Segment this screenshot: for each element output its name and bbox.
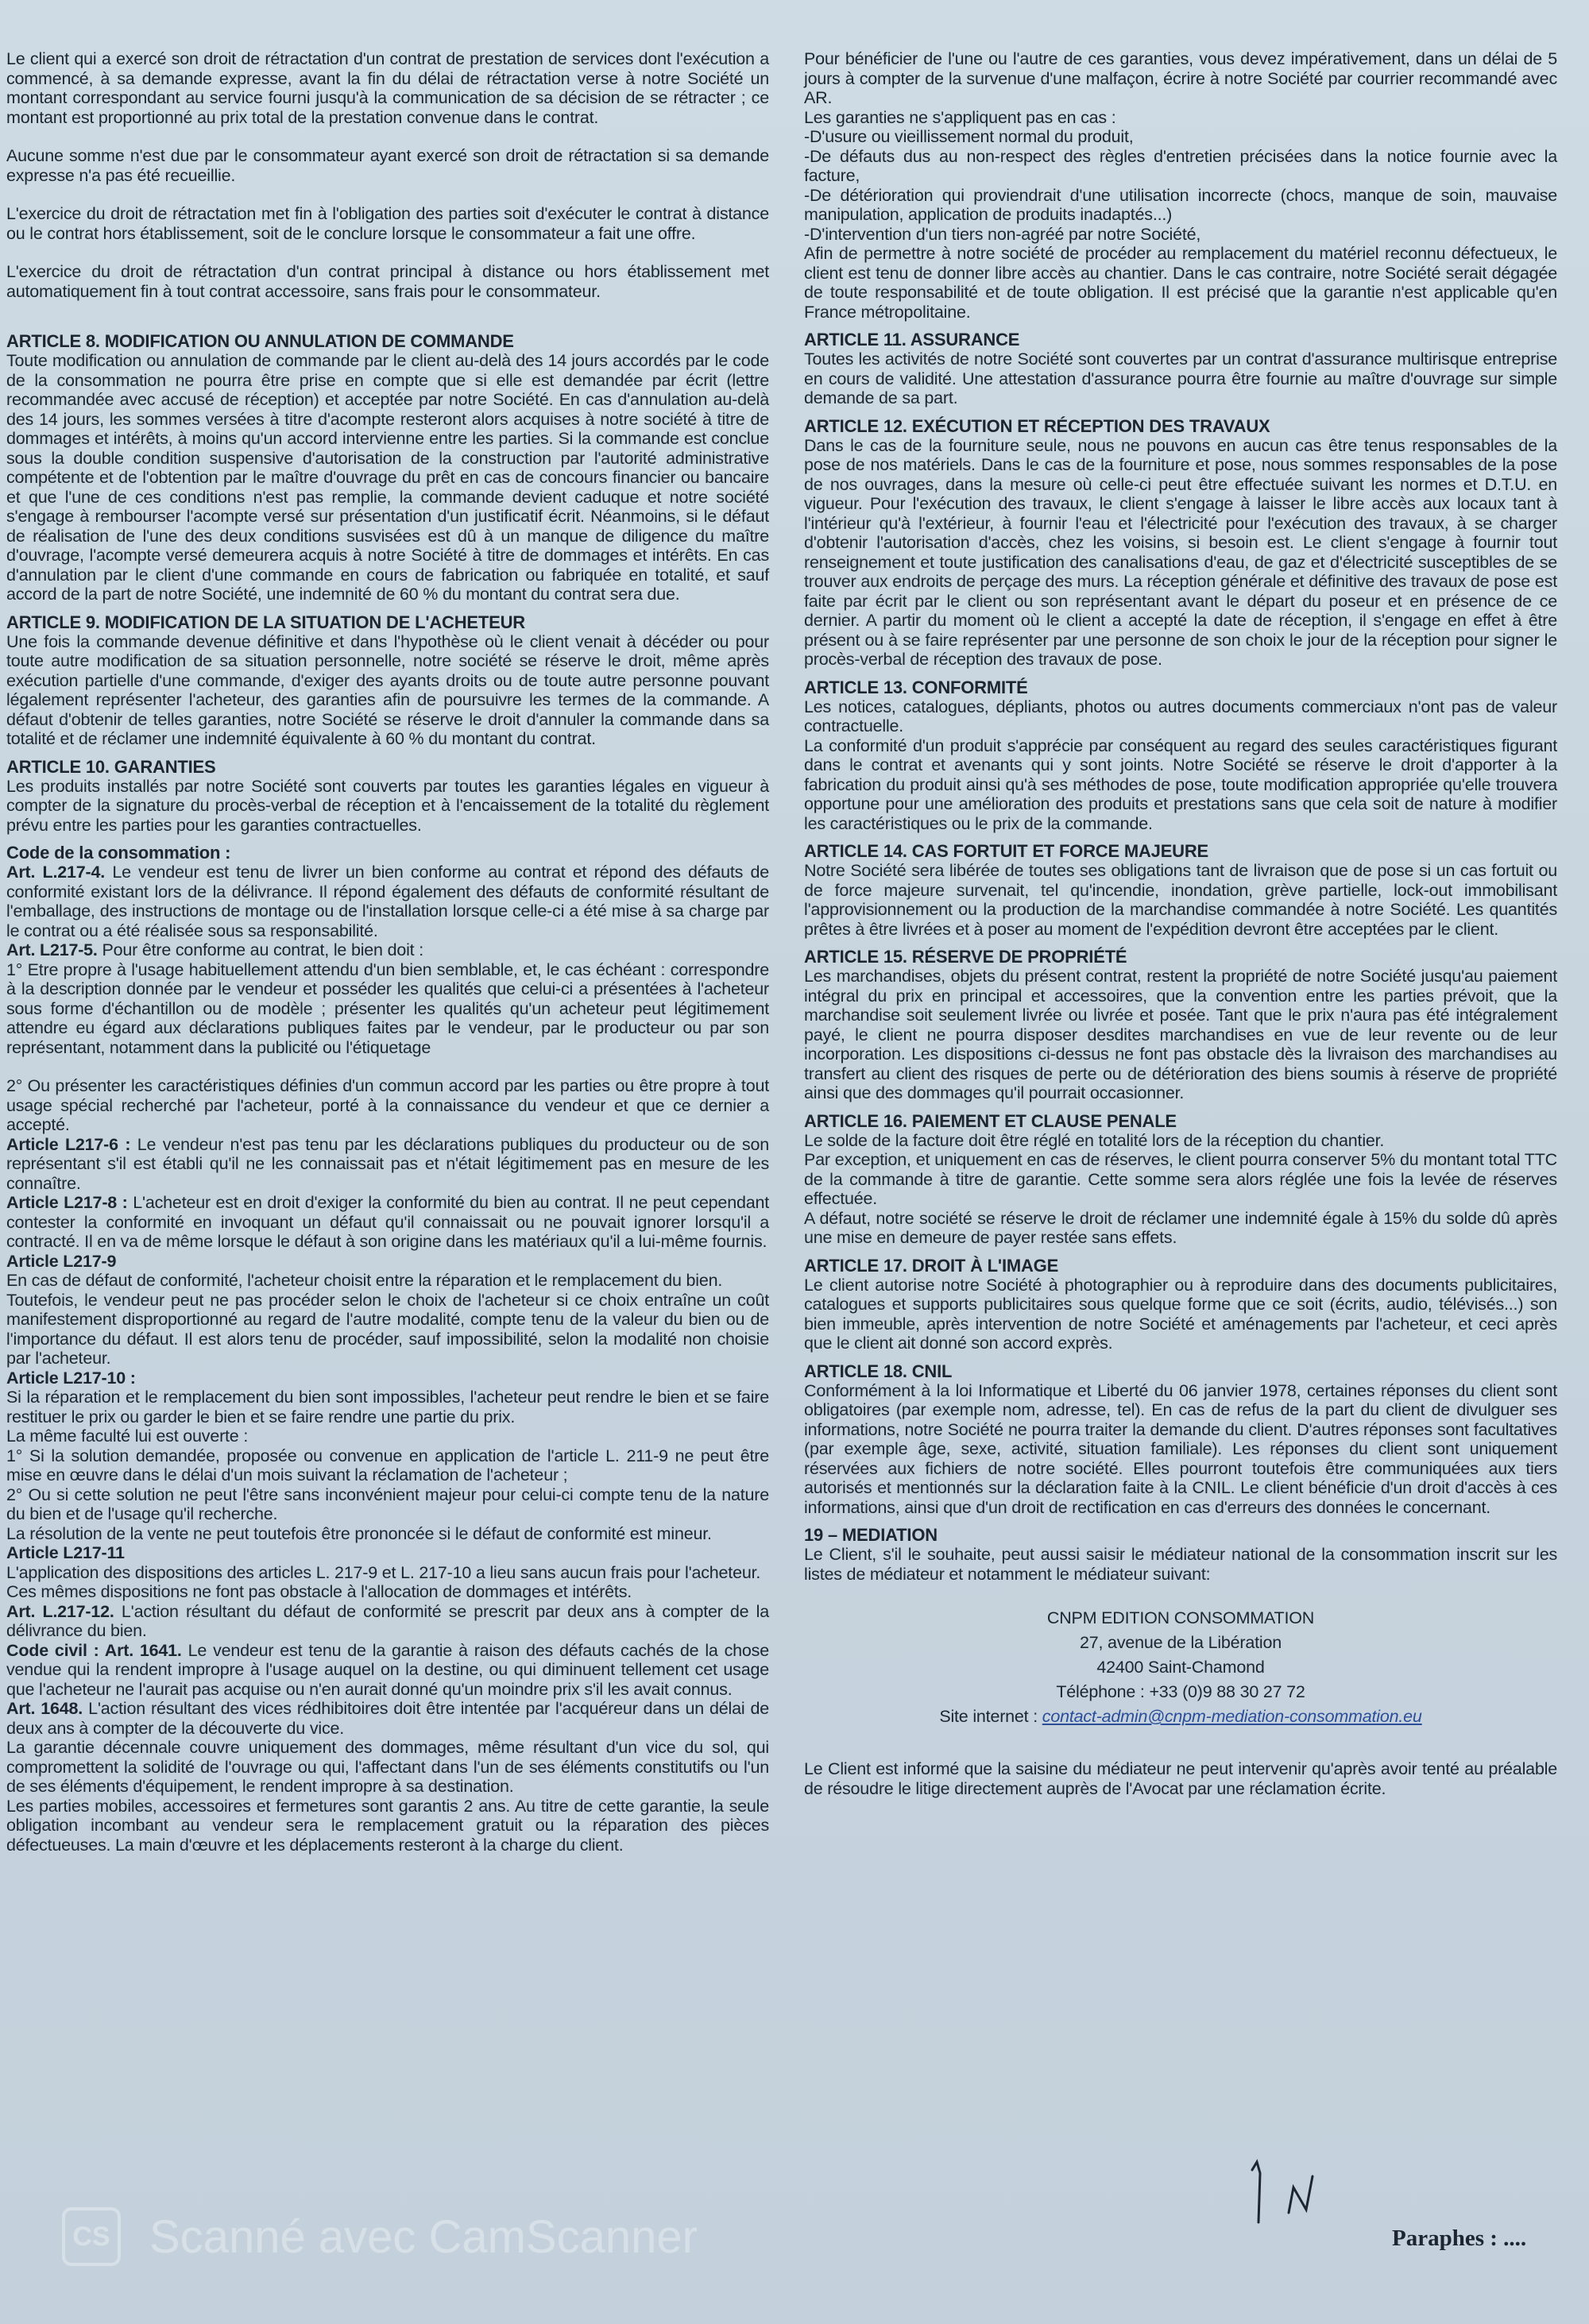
garantie-parties-mobiles: Les parties mobiles, accessoires et fermetures sont garantis 2 ans. Au titre de cette garantie, la seule obligation incombant au vendeur sera le remplacement gratuit ou la réparation des pièces défectueuses. La main d'œuvre et les déplacements resteront à la charge du client. [6, 1796, 769, 1855]
article-l217-5-label: Art. L217-5. [6, 940, 98, 959]
article-9-title: ARTICLE 9. MODIFICATION DE LA SITUATION DE L'ACHETEUR [6, 612, 525, 632]
guarantee-exclusion-2: -De défauts dus au non-respect des règles d'entretien précisées dans la notice fournie avec la facture, [804, 146, 1557, 185]
code-civil-1641-label: Code civil : Art. 1641. [6, 1640, 182, 1660]
mediator-street: 27, avenue de la Libération [1080, 1633, 1282, 1652]
article-l217-9-label-line [6, 1252, 769, 1272]
mediator-name: CNPM EDITION CONSOMMATION [1046, 1608, 1315, 1627]
article-l217-8 [6, 1193, 769, 1252]
article-l217-5-text: Pour être conforme au contrat, le bien doit : [97, 940, 423, 959]
article-16-title: ARTICLE 16. PAIEMENT ET CLAUSE PENALE [804, 1110, 1177, 1131]
retractation-paragraph-3: L'exercice du droit de rétractation met fin à l'obligation des parties soit d'exécuter le contrat à distance ou le contrat hors établissement, soit de le conclure lorsque le consommateur a fait une offre. [6, 204, 769, 243]
article-l217-6-label: Article L217-6 : [6, 1134, 131, 1154]
mediator-website-label: Site internet : [939, 1707, 1042, 1726]
article-l217-10-text-4: 2° Ou si cette solution ne peut l'être sans inconvénient majeur pour celui-ci compte tenu de la nature du bien et de l'usage qu'il recherche. [6, 1484, 769, 1523]
article-l217-12-text: L'action résultant du défaut de conformité se prescrit par deux ans à compter de la délivrance du bien. [6, 1601, 769, 1640]
article-l217-10-text-1: Si la réparation et le remplacement du bien sont impossibles, l'acheteur peut rendre le bien et se faire restituer le prix ou garder le bien et se faire rendre une partie du prix. [6, 1388, 769, 1426]
article-15-text: Les marchandises, objets du présent contrat, restent la propriété de notre Société jusqu'au paiement intégral du prix en principal et accessoires, que la convention entre les parties prévoit, que la marchandise soit seulement livrée ou livrée et posée. Tant que le prix n'aura pas été intégralement payé, le client ne pourra disposer desdites marchandises en vue de leur revente ou de leur incorporation. Les dispositions ci-dessus ne font pas obstacle dès la livraison des marchandises au transfert au client des risques de perte ou de détérioration des biens soumis à réserve de propriété ainsi que des dommages qu'il pourrait occasionner. [804, 967, 1557, 1102]
article-l217-8-text: L'acheteur est en droit d'exiger la conformité du bien au contrat. Il ne peut cependant contester la conformité en invoquant un défaut qu'il connaissait ou ne pouvait ignorer lorsqu'il a contracté. Il en va de même lorsque le défaut à son origine dans les matériaux qu'il a lui-même fournis. [6, 1193, 769, 1251]
article-l217-11-label-line [6, 1543, 769, 1563]
article-14-text: Notre Société sera libérée de toutes ses obligations tant de livraison que de pose si un cas fortuit ou de force majeure survenait, tel qu'incendie, inondation, grève partielle, lock-out immobilisant l'approvisionnement ou la production de la marchandise commandée à notre Société. Les quantités prêtes à être livrées et à poser au moment de l'expédition devront être acceptées par le client. [804, 861, 1557, 939]
code-civil-1641-text: Le vendeur est tenu de la garantie à raison des défauts cachés de la chose vendue qui la rendent impropre à l'usage auquel on la destine, ou qui diminuent tellement cet usage que l'acheteur ne l'aurait pas acquise ou n'en aurait donné qu'un moindre prix s'il les avait connus. [6, 1640, 769, 1699]
paraphes-label: Paraphes : .... [1392, 2226, 1527, 2251]
guarantee-paragraph-access: Afin de permettre à notre société de procéder au remplacement du matériel reconnu défectueux, le client est tenu de donner libre accès au chantier. Dans le cas contraire, notre Société serait dégagée de toute responsabilité et de toute obligation. Il est précisé que la garantie n'est applicable qu'en France métropolitaine. [804, 244, 1557, 322]
article-l217-6-text: Le vendeur n'est pas tenu par les déclarations publiques du producteur ou de son représentant s'il est établi qu'il ne les connaissait pas et n'était légitimement pas en mesure de les connaître. [6, 1134, 769, 1193]
article-17-title: ARTICLE 17. DROIT À L'IMAGE [804, 1255, 1059, 1276]
article-l217-9-text-1: En cas de défaut de conformité, l'acheteur choisit entre la réparation et le remplacement du bien. [6, 1271, 723, 1290]
article-l217-11-text-1: L'application des dispositions des articles L. 217-9 et L. 217-10 a lieu sans aucun frais pour l'acheteur. [6, 1562, 761, 1582]
article-10-title: ARTICLE 10. GARANTIES [6, 756, 216, 777]
article-17-text: Le client autorise notre Société à photographier ou à reproduire dans des documents publicitaires, catalogues et supports publicitaires sous quelque forme que ce soit (écrits, audio, télévisés...) son bien immeuble, après intervention de notre Société et aménagements par l'acheteur, et ceci après que le client ait donné son accord exprès. [804, 1275, 1557, 1353]
article-l217-4-text: Le vendeur est tenu de livrer un bien conforme au contrat et répond des défauts de conformité existant lors de la délivrance. Il répond également des défauts de conformité résultant de l'emballage, des instructions de montage ou de l'installation lorsque celle-ci a été mise à sa charge par le contrat ou a été réalisée sous sa responsabilité. [6, 863, 770, 940]
camscanner-watermark [62, 2205, 825, 2268]
article-13-title: ARTICLE 13. CONFORMITÉ [804, 677, 1028, 697]
article-10-text: Les produits installés par notre Société sont couverts par toutes les garanties légales en vigueur à compter de la signature du procès-verbal de réception et à l'encaissement de la totalité du règlement prévu entre les parties pour les garanties contractuelles. [6, 776, 769, 835]
mediator-city: 42400 Saint-Chamond [1096, 1658, 1265, 1677]
article-11-text: Toutes les activités de notre Société sont couvertes par un contrat d'assurance multirisque entreprise en cours de validité. Une attestation d'assurance pourra être fournie au maître d'ouvrage sur simple demande de sa part. [804, 349, 1557, 407]
mediation-final-notice: Le Client est informé que la saisine du médiateur ne peut intervenir qu'après avoir tenté au préalable de résoudre le litige directement auprès de l'Avocat par une réclamation écrite. [804, 1759, 1557, 1798]
article-16-text-2: Par exception, et uniquement en cas de réserves, le client pourra conserver 5% du montant total TTC de la commande à titre de garantie. Cette somme sera alors réglée une fois la levée de réserves effectuée. [804, 1150, 1557, 1208]
article-18-title: ARTICLE 18. CNIL [804, 1361, 953, 1381]
article-l217-10-text-5: La résolution de la vente ne peut toutefois être prononcée si le défaut de conformité est mineur. [6, 1523, 712, 1543]
article-l217-12 [6, 1602, 769, 1641]
article-l217-11-label: Article L217-11 [6, 1543, 125, 1562]
article-l217-5-point-1: 1° Etre propre à l'usage habituellement attendu d'un bien semblable, et, le cas échéant : correspondre à la description donnée par le vendeur et posséder les qualités que celui-ci a présentées à l'acheteur sous forme d'échantillon ou de modèle ; présenter les qualités qu'un acheteur peut légitimement attendre eu égard aux déclarations publiques faites par le vendeur, par le producteur ou par son représentant, notamment dans la publicité ou l'étiquetage [6, 959, 769, 1057]
retractation-paragraph-4: L'exercice du droit de rétractation d'un contrat principal à distance ou hors établissement met automatiquement fin à tout contrat accessoire, sans frais pour le consommateur. [6, 262, 769, 301]
article-15-title: ARTICLE 15. RÉSERVE DE PROPRIÉTÉ [804, 947, 1127, 967]
mediator-website [804, 1704, 1557, 1729]
article-13-text-1: Les notices, catalogues, dépliants, photos ou autres documents commerciaux n'ont pas de valeur contractuelle. [804, 697, 1557, 735]
left-column [6, 49, 769, 1855]
guarantee-exclusions-intro: Les garanties ne s'appliquent pas en cas : [804, 107, 1116, 127]
article-8-title: ARTICLE 8. MODIFICATION OU ANNULATION DE COMMANDE [6, 331, 514, 351]
article-13-text-2: La conformité d'un produit s'apprécie par conséquent au regard des seules caractéristiques figurant dans le contrat et avenants qui y sont joints. Notre Société se réserve le droit d'apporter à la fabrication du produit ainsi qu'à ses méthodes de pose, toute modification appropriée qu'elle trouvera opportune pour une amélioration des produits et prestations sans que cela soit de nature à modifier les caractéristiques ou le prix de la commande. [804, 735, 1557, 833]
article-l217-6 [6, 1135, 769, 1194]
mediator-website-link[interactable]: contact-admin@cnpm-mediation-consommation.eu [1042, 1707, 1422, 1726]
camscanner-watermark-text: Scanné avec CamScanner [149, 2210, 698, 2263]
retractation-paragraph-1: Le client qui a exercé son droit de rétractation d'un contrat de prestation de services dont l'exécution a commencé, à sa demande expresse, avant la fin du délai de rétractation verse à notre Société un montant correspondant au service fourni jusqu'à la communication de sa décision de se rétracter ; ce montant est proportionné au prix total de la prestation convenue dans le contrat. [6, 49, 769, 127]
article-19-title: 19 – MEDIATION [804, 1525, 938, 1545]
article-l217-12-label: Art. L.217-12. [6, 1601, 114, 1621]
code-consommation-title: Code de la consommation : [6, 843, 231, 863]
article-l217-4 [6, 863, 769, 940]
article-11-title: ARTICLE 11. ASSURANCE [804, 330, 1020, 349]
article-l217-11-text-2: Ces mêmes dispositions ne font pas obstacle à l'allocation de dommages et intérêts. [6, 1582, 632, 1601]
mediator-phone: Téléphone : +33 (0)9 88 30 27 72 [1056, 1682, 1305, 1701]
article-18-text: Conformément à la loi Informatique et Liberté du 06 janvier 1978, certaines réponses du client sont obligatoires (par exemple nom, adresse, tel). En cas de refus de la part du client de divulguer ses informations, notre Société ne pourra traiter la demande du client. D'autres réponses sont facultatives (par exemple âge, sexe, activité, situation familiale). Les réponses du client sont uniquement réservées aux fichiers de notre société. Elles pourront toutefois être communiquées aux tiers autorisés et mentionnés sur la déclaration faite à la CNIL. Le client bénéficie d'un droit d'accès à ces informations, ainsi que d'un droit de rectification en cas d'erreurs des données le concernant. [804, 1380, 1557, 1517]
article-l217-5 [6, 940, 769, 960]
article-16-text-3: A défaut, notre société se réserve le droit de réclamer une indemnité égale à 15% du solde dû après une mise en demeure de payer restée sans effets. [804, 1208, 1557, 1247]
article-8-text: Toute modification ou annulation de commande par le client au-delà des 14 jours accordés par le code de la consommation ne pourra être prise en compte que si elle est demandée par écrit (lettre recommandée avec accusé de réception) et acceptée par notre Société. En cas d'annulation au-delà des 14 jours, les sommes versées à titre d'acompte resteront alors acquises à notre société à titre de dommages et intérêts, à moins qu'un accord intervienne entre les parties. Si la commande est conclue sous la double condition suspensive d'autorisation de la construction par l'autorité administrative compétente et de l'obtention par le maître d'ouvrage du prêt en cas de concours financier ou bancaire et que l'une de ces conditions n'est pas remplie, la commande devient caduque et notre société s'engage à rembourser l'acompte versé sur présentation d'un justificatif écrit. Néanmoins, si le défaut de réalisation de l'une des deux conditions susvisées est dû à un manque de diligence du maître d'ouvrage, l'acompte versé demeurera acquis à notre Société à titre de dommages et intérêts. En cas d'annulation par le client d'une commande en cours de fabrication ou fabriquée en totalité, et sauf accord de la part de notre Société, une indemnité de 60 % du montant du contrat sera due. [6, 351, 769, 604]
garantie-decennale: La garantie décennale couvre uniquement des dommages, même résultant d'un vice du sol, qui compromettent la solidité de l'ouvrage ou qui, l'affectant dans l'un de ses éléments constitutifs ou l'un de ses éléments d'équipement, le rendent impropre à sa destination. [6, 1738, 769, 1796]
article-l217-10-label: Article L217-10 : [6, 1368, 136, 1388]
guarantee-exclusion-3: -De détérioration qui proviendrait d'une utilisation incorrecte (chocs, manque de soin, mauvaise manipulation, application de produits inadaptés...) [804, 185, 1557, 224]
article-l217-10-text-2: La même faculté lui est ouverte : [6, 1426, 249, 1446]
signature-initials [1241, 2146, 1336, 2233]
article-16-text-1: Le solde de la facture doit être réglé en totalité lors de la réception du chantier. [804, 1130, 1385, 1150]
article-l217-8-label: Article L217-8 : [6, 1193, 128, 1212]
article-12-title: ARTICLE 12. EXÉCUTION ET RÉCEPTION DES TRAVAUX [804, 415, 1270, 436]
article-14-title: ARTICLE 14. CAS FORTUIT ET FORCE MAJEURE [804, 841, 1209, 861]
article-l217-5-point-2: 2° Ou présenter les caractéristiques définies d'un commun accord par les parties ou être propre à tout usage spécial recherché par l'acheteur, porté à la connaissance du vendeur et que ce dernier a accepté. [6, 1076, 769, 1134]
code-civil-1648-text: L'action résultant des vices rédhibitoires doit être intentée par l'acquéreur dans un délai de deux ans à compter de la découverte du vice. [6, 1699, 769, 1738]
mediator-address-block [804, 1606, 1557, 1729]
camscanner-logo-icon: CS [62, 2207, 121, 2266]
guarantee-exclusion-1: -D'usure ou vieillissement normal du produit, [804, 127, 1134, 146]
article-l217-10-label-line [6, 1369, 769, 1388]
guarantee-exclusion-4: -D'intervention d'un tiers non-agréé par notre Société, [804, 224, 1201, 244]
article-l217-9-label: Article L217-9 [6, 1251, 117, 1271]
article-l217-9-text-2: Toutefois, le vendeur peut ne pas procéder selon le choix de l'acheteur si ce choix entraîne un coût manifestement disproportionné au regard de l'autre modalité, compte tenu de la valeur du bien ou de l'importance du défaut. Il est alors tenu de procéder, sauf impossibilité, selon la modalité non choisie par l'acheteur. [6, 1290, 769, 1368]
article-9-text: Une fois la commande devenue définitive et dans l'hypothèse où le client venait à décéder ou pour toute autre modification de sa situation personnelle, notre société se réserve le droit, même après exécution partielle d'une commande, d'exiger des ayants droits ou de toute autre personne pouvant légalement représenter l'acheteur, des garanties afin de poursuivre les termes de la commande. A défaut d'obtenir de telles garanties, notre Société se réserve le droit d'annuler la commande dans sa totalité et de réclamer une indemnité équivalente à 60 % du montant du contrat. [6, 631, 769, 748]
guarantee-paragraph-1: Pour bénéficier de l'une ou l'autre de ces garanties, vous devez impérativement, dans un délai de 5 jours à compter de la survenue d'une malfaçon, écrire à notre Société par courrier recommandé avec AR. [804, 49, 1557, 107]
code-civil-1648 [6, 1699, 769, 1738]
code-civil-1641 [6, 1641, 769, 1700]
right-column [804, 49, 1557, 1798]
article-l217-10-text-3: 1° Si la solution demandée, proposée ou convenue en application de l'article L. 211-9 ne peut être mise en œuvre dans le délai d'un mois suivant la réclamation de l'acheteur ; [6, 1446, 769, 1484]
article-l217-4-label: Art. L.217-4. [6, 863, 106, 882]
article-12-text: Dans le cas de la fourniture seule, nous ne pouvons en aucun cas être tenus responsables de la pose de nos matériels. Dans le cas de la fourniture et pose, nous sommes responsables de la pose de nos ouvrages, dans la mesure où celle-ci peut être effectuée suivant les normes et D.T.U. en vigueur. Pour l'exécution des travaux, le client s'engage à laisser le libre accès aux locaux tant à l'intérieur qu'à l'extérieur, à fournir l'eau et l'électricité pour l'exécution des travaux, à se charger d'obtenir l'autorisation d'accès, chez les voisins, si besoin est. Le client s'engage à fournir tout renseignement et toute justification des canalisations d'eau, de gaz et d'électricité susceptibles de se trouver aux endroits de perçage des murs. La réception générale et définitive des travaux de pose est faite par écrit par le client ou son représentant avant le départ du poseur et en présence de ce dernier. A partir du moment où le client a accepté la date de réception, il s'engage en effet à être présent ou à se faire représenter par une personne de son choix le jour de la réception pour signer le procès-verbal de réception des travaux de pose. [804, 435, 1557, 669]
retractation-paragraph-2: Aucune somme n'est due par le consommateur ayant exercé son droit de rétractation si sa demande expresse n'a pas été recueillie. [6, 146, 769, 185]
code-civil-1648-label: Art. 1648. [6, 1699, 83, 1718]
article-19-text: Le Client, s'il le souhaite, peut aussi saisir le médiateur national de la consommation inscrit sur les listes de médiateur et notamment le médiateur suivant: [804, 1545, 1557, 1584]
